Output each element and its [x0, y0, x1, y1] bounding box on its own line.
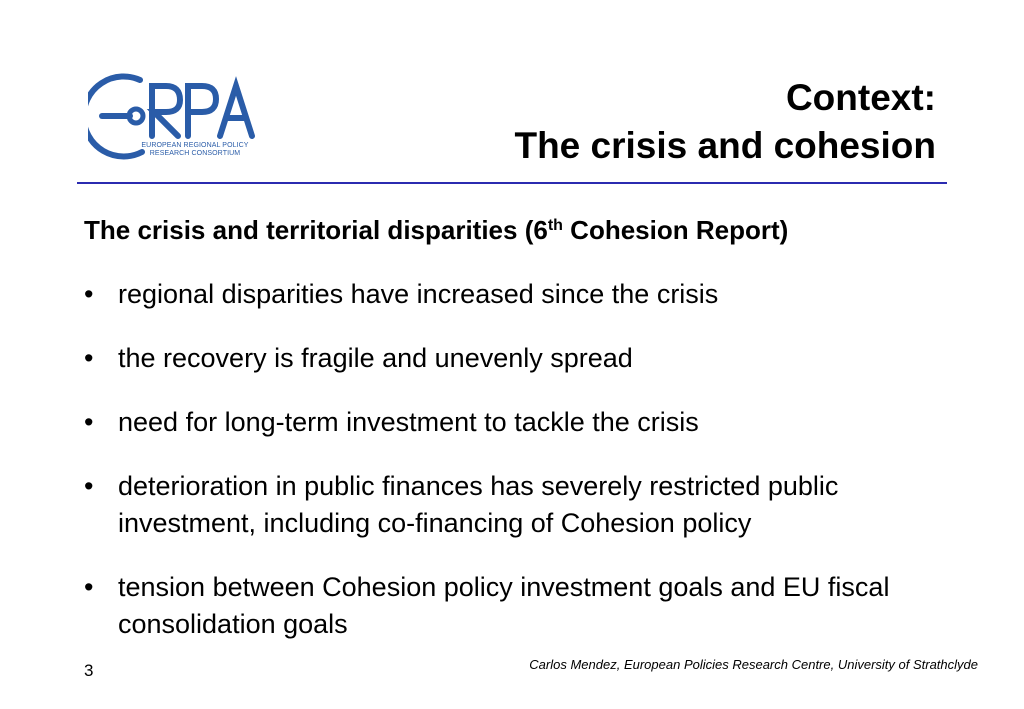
logo-subtitle-line1: EUROPEAN REGIONAL POLICY [141, 142, 249, 149]
section-heading-pre: The crisis and territorial disparities (6 [84, 215, 548, 245]
bullet-item [84, 468, 964, 542]
bullet-item [84, 569, 964, 643]
bullet-text: regional disparities have increased since the crisis [118, 279, 719, 309]
logo-subtitle-line2: RESEARCH CONSORTIUM [149, 150, 241, 157]
page-number: 3 [84, 661, 94, 680]
slide-title-line1: Context: [785, 77, 936, 118]
bullet-marker: • [84, 279, 94, 309]
bullet-item [84, 340, 964, 377]
bullet-text: the recovery is fragile and unevenly spread [118, 343, 633, 373]
bullet-marker: • [84, 471, 94, 501]
section-heading [84, 212, 964, 248]
title-divider [77, 182, 947, 184]
bullet-text: need for long-term investment to tackle the crisis [118, 407, 699, 437]
bullet-text: tension between Cohesion policy investment goals and EU fiscal consolidation goals [118, 572, 890, 639]
slide-title-line2: The crisis and cohesion [514, 125, 936, 166]
bullet-text: deterioration in public finances has severely restricted public investment, including co-financing of Cohesion policy [118, 471, 839, 538]
eorpa-logo [88, 66, 258, 166]
bullet-list [84, 276, 964, 670]
bullet-marker: • [84, 572, 94, 602]
bullet-marker: • [84, 343, 94, 373]
slide-title [336, 74, 936, 170]
section-heading-sup: th [547, 217, 563, 234]
section-heading-post: Cohesion Report) [562, 215, 789, 245]
logo-subtitle [136, 142, 254, 158]
footer-credit: Carlos Mendez, European Policies Research Centre, University of Strathclyde [529, 657, 978, 672]
bullet-item [84, 276, 964, 313]
bullet-item [84, 404, 964, 441]
bullet-marker: • [84, 407, 94, 437]
